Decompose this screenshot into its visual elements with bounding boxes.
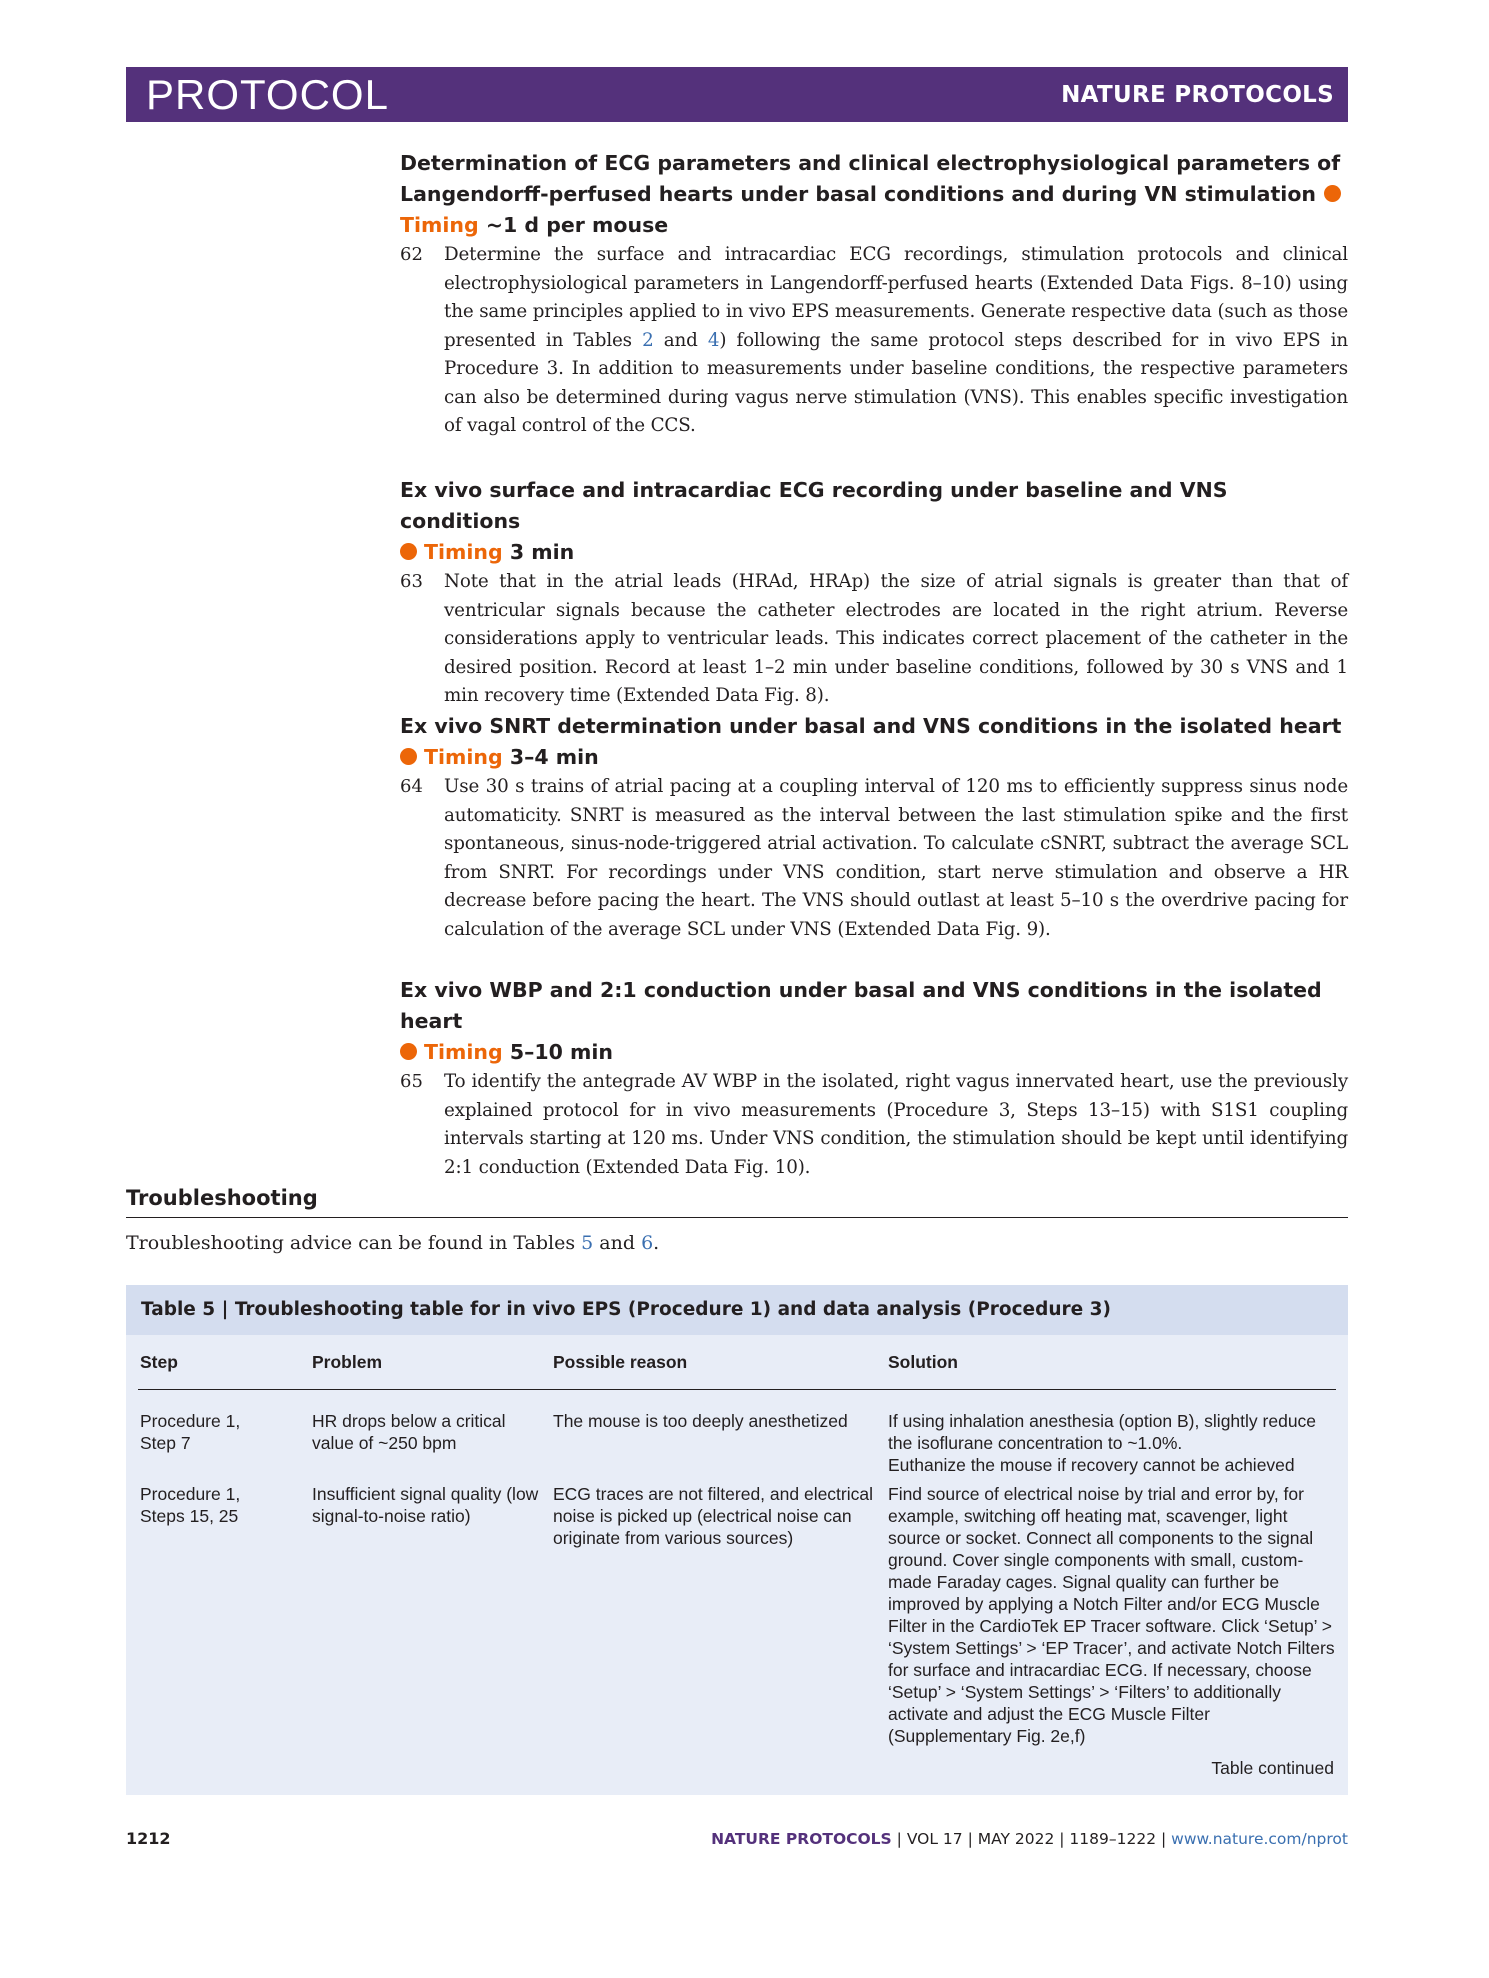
section-title-text: Ex vivo surface and intracardiac ECG recording under baseline and VNS conditions bbox=[400, 478, 1228, 533]
troubleshooting-heading: Troubleshooting bbox=[126, 1183, 1348, 1218]
cell-step: Procedure 1, Steps 15, 25 bbox=[140, 1484, 241, 1526]
procedure-step bbox=[400, 568, 1348, 711]
column-header-solution: Solution bbox=[888, 1352, 958, 1372]
troubleshooting-text-part: and bbox=[593, 1232, 642, 1254]
table-link[interactable]: 4 bbox=[707, 329, 720, 351]
step-number: 63 bbox=[400, 571, 423, 592]
table-header-row bbox=[138, 1335, 1336, 1390]
journal-name: NATURE PROTOCOLS bbox=[1061, 82, 1334, 108]
procedure-step bbox=[400, 241, 1348, 441]
footer-url-link[interactable]: www.nature.com/nprot bbox=[1171, 1830, 1348, 1848]
section-title bbox=[400, 475, 1348, 568]
timing-dot-icon bbox=[400, 748, 417, 765]
table-caption: Troubleshooting table for in vivo EPS (Procedure 1) and data analysis (Procedure 3) bbox=[234, 1299, 1111, 1320]
timing-dot-icon bbox=[400, 543, 417, 560]
timing-label: Timing bbox=[424, 1040, 503, 1064]
section-title bbox=[400, 148, 1348, 241]
page-number: 1212 bbox=[126, 1829, 171, 1848]
timing-label: Timing bbox=[424, 540, 503, 564]
step-number: 62 bbox=[400, 244, 423, 265]
step-text-part: and bbox=[653, 329, 708, 351]
timing-value: 3 min bbox=[509, 540, 575, 564]
troubleshooting-text-part: . bbox=[653, 1232, 660, 1254]
cell-reason: The mouse is too deeply anesthetized bbox=[553, 1411, 848, 1431]
section-title-text: Ex vivo SNRT determination under basal and VNS conditions in the isolated heart bbox=[400, 714, 1342, 738]
troubleshooting-text bbox=[126, 1228, 1348, 1258]
table-link[interactable]: 2 bbox=[642, 329, 654, 351]
table-link[interactable]: 5 bbox=[581, 1232, 594, 1254]
table-link[interactable]: 6 bbox=[641, 1232, 654, 1254]
timing-dot-icon bbox=[1324, 185, 1341, 202]
step-text: To identify the antegrade AV WBP in the isolated, right vagus innervated heart, use the previously explained protocol for in vivo measurements (Procedure 3, Steps 13–15) with S1S1 coupling intervals starting at 120 ms. Under VNS condition, the stimulation should be kept until identifying 2:1 conduction (Extended Data Fig. 10). bbox=[444, 1071, 1348, 1178]
column-header-problem: Problem bbox=[312, 1352, 383, 1372]
section-title-text: Determination of ECG parameters and clinical electrophysiological parameters of Langendorff-perfused hearts under basal conditions and during VN stimulation bbox=[400, 151, 1341, 206]
timing-label: Timing bbox=[400, 213, 479, 237]
step-number: 64 bbox=[400, 776, 423, 797]
section-63 bbox=[400, 475, 1348, 711]
section-62 bbox=[400, 148, 1348, 441]
step-text-part: ) following the same protocol steps described for in vivo EPS in Procedure 3. In addition to measurements under baseline conditions, the respective parameters can also be determined during vagus nerve stimulation (VNS). This enables specific investigation of vagal control of the CCS. bbox=[444, 329, 1348, 436]
section-65 bbox=[400, 975, 1348, 1182]
journal-footer bbox=[711, 1828, 1348, 1850]
table-row bbox=[126, 1410, 1348, 1483]
timing-dot-icon bbox=[400, 1043, 417, 1060]
cell-reason: ECG traces are not filtered, and electrical noise is picked up (electrical noise can originate from various sources) bbox=[553, 1484, 874, 1548]
header-bar bbox=[126, 67, 1348, 122]
cell-problem: HR drops below a critical value of ~250 bpm bbox=[312, 1411, 506, 1453]
timing-label: Timing bbox=[424, 745, 503, 769]
step-text: Note that in the atrial leads (HRAd, HRAp) the size of atrial signals is greater than that of ventricular signals because the catheter electrodes are located in the right atrium. Reverse considerations apply to ventricular leads. This indicates correct placement of the catheter in the desired position. Record at least 1–2 min under baseline conditions, followed by 30 s VNS and 1 min recovery time (Extended Data Fig. 8). bbox=[444, 571, 1348, 706]
footer-separator: | bbox=[891, 1830, 907, 1848]
step-text: Use 30 s trains of atrial pacing at a coupling interval of 120 ms to efficiently suppress sinus node automaticity. SNRT is measured as the interval between the last stimulation spike and the first spontaneous, sinus-node-triggered atrial activation. To calculate cSNRT, subtract the average SCL from SNRT. For recordings under VNS condition, start nerve stimulation and observe a HR decrease before pacing the heart. The VNS should outlast at least 5–10 s the overdrive pacing for calculation of the average SCL under VNS (Extended Data Fig. 9). bbox=[444, 776, 1348, 940]
table-number: Table 5 bbox=[141, 1299, 216, 1320]
table-title bbox=[126, 1285, 1348, 1335]
cell-step: Procedure 1, Step 7 bbox=[140, 1411, 241, 1453]
section-title-text: Ex vivo WBP and 2:1 conduction under basal and VNS conditions in the isolated heart bbox=[400, 978, 1322, 1033]
procedure-step bbox=[400, 773, 1348, 944]
cell-problem: Insufficient signal quality (low signal-to-noise ratio) bbox=[312, 1484, 539, 1526]
step-text-part: Determine the surface and intracardiac ECG recordings, stimulation protocols and clinical electrophysiological parameters in Langendorff-perfused hearts (Extended Data Figs. 8–10) using the same principles applied to in vivo EPS measurements. Generate respective data (such as those presented in Tables bbox=[444, 244, 1348, 351]
section-title bbox=[400, 711, 1348, 773]
article-type-label: PROTOCOL bbox=[146, 71, 389, 118]
step-number: 65 bbox=[400, 1071, 423, 1092]
procedure-step bbox=[400, 1068, 1348, 1182]
section-title bbox=[400, 975, 1348, 1068]
footer-journal: NATURE PROTOCOLS bbox=[711, 1830, 892, 1848]
cell-solution: If using inhalation anesthesia (option B), slightly reduce the isoflurane concentration to ~1.0%. Euthanize the mouse if recovery cannot be achieved bbox=[888, 1411, 1317, 1475]
footer-pages: 1189–1222 bbox=[1069, 1830, 1157, 1848]
footer-separator: | bbox=[962, 1830, 978, 1848]
timing-value: ~1 d per mouse bbox=[485, 213, 669, 237]
footer-date: MAY 2022 bbox=[977, 1830, 1055, 1848]
footer-separator: | bbox=[1156, 1830, 1172, 1848]
table-continued-note: Table continued bbox=[1211, 1758, 1334, 1778]
section-64 bbox=[400, 711, 1348, 944]
step-text bbox=[444, 241, 1348, 441]
footer-separator: | bbox=[1054, 1830, 1070, 1848]
column-header-reason: Possible reason bbox=[553, 1352, 688, 1372]
cell-solution: Find source of electrical noise by trial and error by, for example, switching off heating mat, scavenger, light source or socket. Connect all components to the signal ground. Cover single components with small, custom-made Faraday cages. Signal quality can further be improved by applying a Notch Filter and/or ECG Muscle Filter in the CardioTek EP Tracer software. Click ‘Setup’ > ‘System Settings’ > ‘EP Tracer’, and activate Notch Filters for surface and intracardiac ECG. If necessary, choose ‘Setup’ > ‘System Settings’ > ‘Filters’ to additionally activate and adjust the ECG Muscle Filter (Supplementary Fig. 2e,f) bbox=[888, 1484, 1335, 1746]
table-row bbox=[126, 1483, 1348, 1763]
footer-volume: VOL 17 bbox=[906, 1830, 963, 1848]
column-header-step: Step bbox=[140, 1352, 178, 1372]
timing-value: 3–4 min bbox=[509, 745, 599, 769]
troubleshooting-text-part: Troubleshooting advice can be found in Tables bbox=[126, 1232, 582, 1254]
table-5 bbox=[126, 1285, 1348, 1795]
table-title-separator: | bbox=[215, 1299, 235, 1320]
timing-value: 5–10 min bbox=[509, 1040, 613, 1064]
